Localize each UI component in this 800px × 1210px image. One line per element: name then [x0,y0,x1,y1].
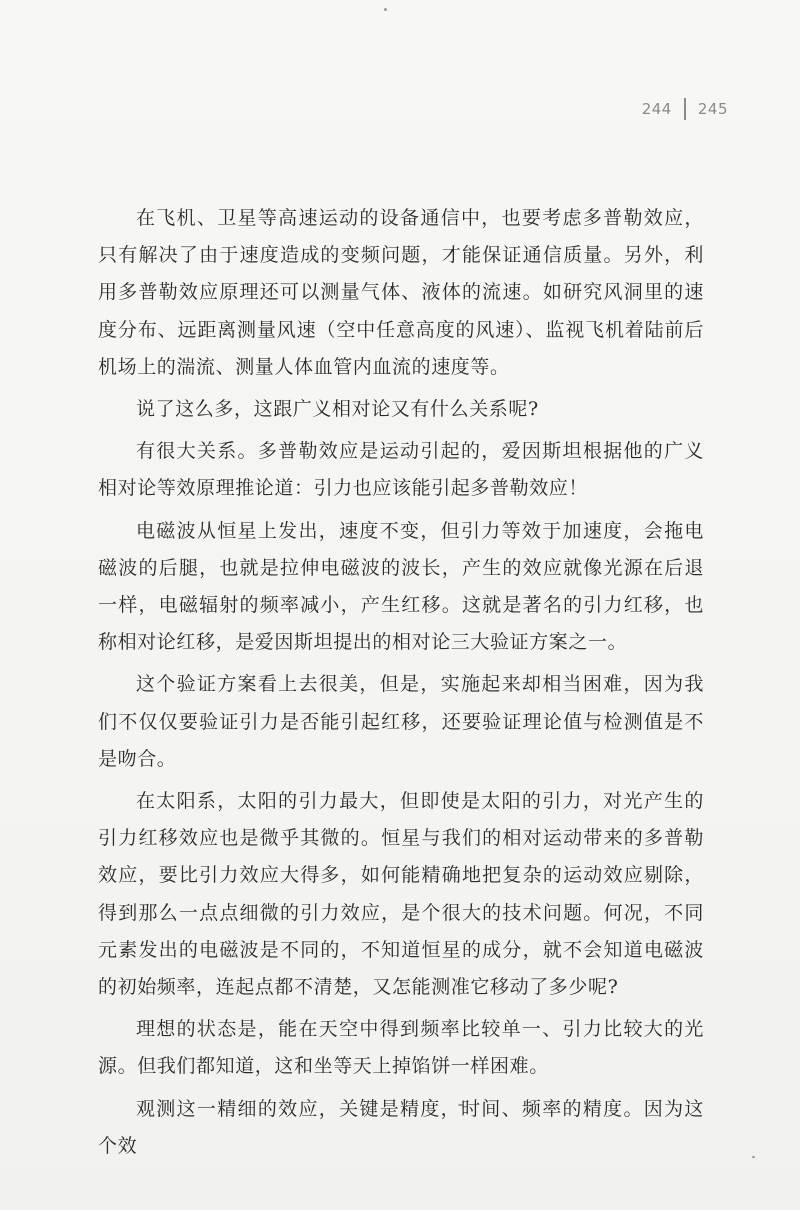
paragraph: 理想的状态是，能在天空中得到频率比较单一、引力比较大的光源。但我们都知道，这和坐等天上掉馅饼一样困难。 [98,1018,704,1078]
scan-speck [752,1156,755,1158]
paragraph: 观测这一精细的效应，关键是精度，时间、频率的精度。因为这个效 [98,1097,704,1157]
paragraph: 在太阳系，太阳的引力最大，但即使是太阳的引力，对光产生的引力红移效应也是微乎其微的。恒星与我们的相对运动带来的多普勒效应，要比引力效应大得多，如何能精确地把复杂的运动效应剔除，得到那么一点点细微的引力效应，是个很大的技术问题。何况，不同元素发出的电磁波是不同的，不知道恒星的成分，就不会知道电磁波的初始频率，连起点都不清楚，又怎能测准它移动了多少呢? [98,790,704,999]
paragraph: 在飞机、卫星等高速运动的设备通信中，也要考虑多普勒效应，只有解决了由于速度造成的变频问题，才能保证通信质量。另外，利用多普勒效应原理还可以测量气体、液体的流速。如研究风洞里的速度分布、远距离测量风速（空中任意高度的风速）、监视飞机着陆前后机场上的湍流、测量人体血管内血流的速度等。 [98,207,704,378]
paragraph: 有很大关系。多普勒效应是运动引起的，爱因斯坦根据他的广义相对论等效原理推论道：引力也应该能引起多普勒效应！ [98,440,704,500]
paragraph: 这个验证方案看上去很美，但是，实施起来却相当困难，因为我们不仅仅要验证引力是否能引起红移，还要验证理论值与检测值是不是吻合。 [98,673,704,770]
paragraph: 电磁波从恒星上发出，速度不变，但引力等效于加速度，会拖电磁波的后腿，也就是拉伸电磁波的波长，产生的效应就像光源在后退一样，电磁辐射的频率减小，产生红移。这就是著名的引力红移，也称相对论红移，是爱因斯坦提出的相对论三大验证方案之一。 [98,519,704,654]
page-number-left: 244 [641,100,672,118]
paragraph: 说了这么多，这跟广义相对论又有什么关系呢? [136,398,539,421]
scan-speck [384,8,387,11]
page-number-right: 245 [697,100,728,118]
page-number-header [642,98,728,120]
page-number-divider [684,98,686,120]
body-text [98,200,704,1170]
